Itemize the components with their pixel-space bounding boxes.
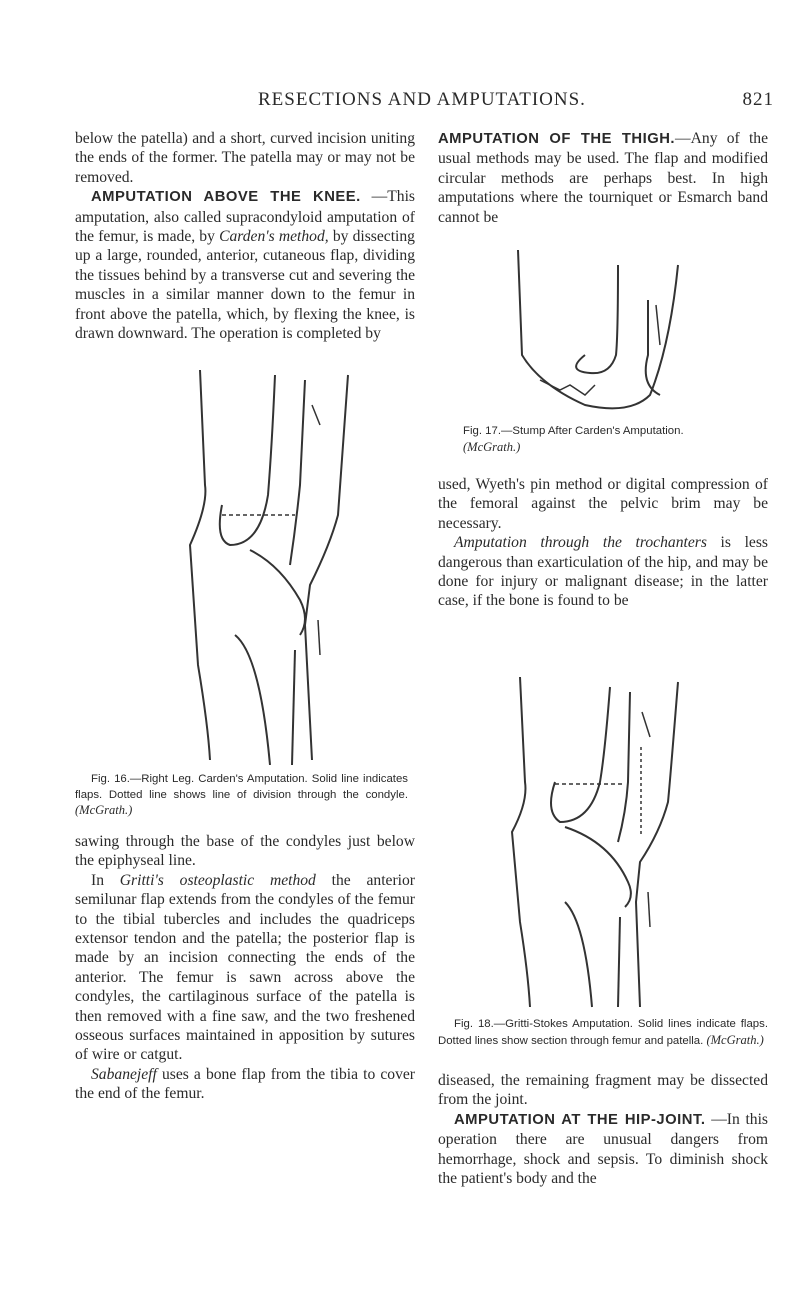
figure-18-caption-text: Fig. 18.—Gritti-Stokes Amputation. Solid lines indicate flaps. Dotted lines show section through femur and patella. [438,1018,768,1047]
italic-carden-method: Carden's method, [219,228,329,246]
paragraph-sawing: sawing through the base of the condyles just below the epiphyseal line. [75,833,415,870]
text-gritti-a: In [91,871,104,889]
italic-gritti-method: Gritti's osteoplastic method [119,871,316,889]
text-hip-joint: —In this operation there are unusual dangers from hemorrhage, shock and sepsis. To diminish shock the patient's body and the [438,1110,768,1188]
paragraph-above-knee [75,187,415,343]
figure-17-credit: (McGrath.) [463,439,521,454]
figure-17-illustration [500,245,700,420]
paragraph-gritti [75,871,415,1065]
page-number: 821 [742,89,774,110]
figure-18-caption [438,1017,768,1049]
figure-16-caption [75,772,408,820]
figure-16-illustration [180,365,380,765]
paragraph-wyeth: used, Wyeth's pin method or digital compression of the femoral against the pelvic brim may be necessary. [438,476,768,532]
heading-hip-joint: AMPUTATION AT THE HIP-JOINT. [454,1111,706,1128]
running-title: RESECTIONS AND AMPUTATIONS. [258,89,586,110]
heading-above-knee: AMPUTATION ABOVE THE KNEE. [91,189,361,206]
figure-16-caption-text: Fig. 16.—Right Leg. Carden's Amputation. Solid line indicates flaps. Dotted line shows line of division through the condyle. [75,773,408,801]
figure-18-credit: (McGrath.) [706,1032,764,1047]
text-thigh: —Any of the usual methods may be used. The flap and modified circular methods are perhaps best. In high amputations where the tourniquet or Esmarch band cannot be [438,130,768,226]
paragraph-patella: below the patella) and a short, curved incision uniting the ends of the former. The patella may or may not be removed. [75,130,415,186]
text-trochanters: is less dangerous than exarticulation of the hip, and may be done for injury or malignant disease; in the latter case, if the bone is found to be [438,534,768,610]
right-column-middle [438,475,768,611]
paragraph-diseased: diseased, the remaining fragment may be dissected from the joint. [438,1072,768,1109]
text-above-knee-b: by dissecting up a large, rounded, anterior, cutaneous flap, dividing the tissues behind by a transverse cut and severing the muscles in a similar manner down to the femur in front above the patella, which, by flexing the knee, is drawn downward. The operation is completed by [75,228,415,343]
figure-16-credit: (McGrath.) [75,803,133,817]
right-column-top [438,129,768,227]
text-gritti-b: the anterior semilunar flap extends from the condyles of the femur to the tibial tubercles and includes the quadriceps extensor tendon and the patella; the posterior flap is made by an incision connecting the ends of the anterior. The femur is sawn across above the condyles, the cartilaginous surface of the patella is then removed with a fine saw, and the two freshened osseous surfaces maintained in apposition by sutures of wire or catgut. [75,871,415,1064]
left-column-top [75,129,415,343]
left-column-bottom [75,832,415,1104]
paragraph-thigh [438,129,768,227]
paragraph-hip-joint [438,1110,768,1189]
italic-sabanejeff: Sabanejeff [91,1065,157,1083]
figure-17-caption-text: Fig. 17.—Stump After Carden's Amputation. [463,425,684,437]
figure-18-illustration [500,672,700,1012]
heading-thigh: AMPUTATION OF THE THIGH. [438,131,676,147]
paragraph-trochanters [438,533,768,611]
text-above-knee-a: —This amputation, also called supracondyloid amputation of the femur, is made, by [75,188,415,246]
paragraph-sabanejeff [75,1065,415,1104]
right-column-bottom [438,1071,768,1188]
text-sabanejeff: uses a bone flap from the tibia to cover the end of the femur. [75,1065,416,1103]
italic-trochanters: Amputation through the trochanters [454,534,707,552]
figure-17-caption [463,424,763,456]
